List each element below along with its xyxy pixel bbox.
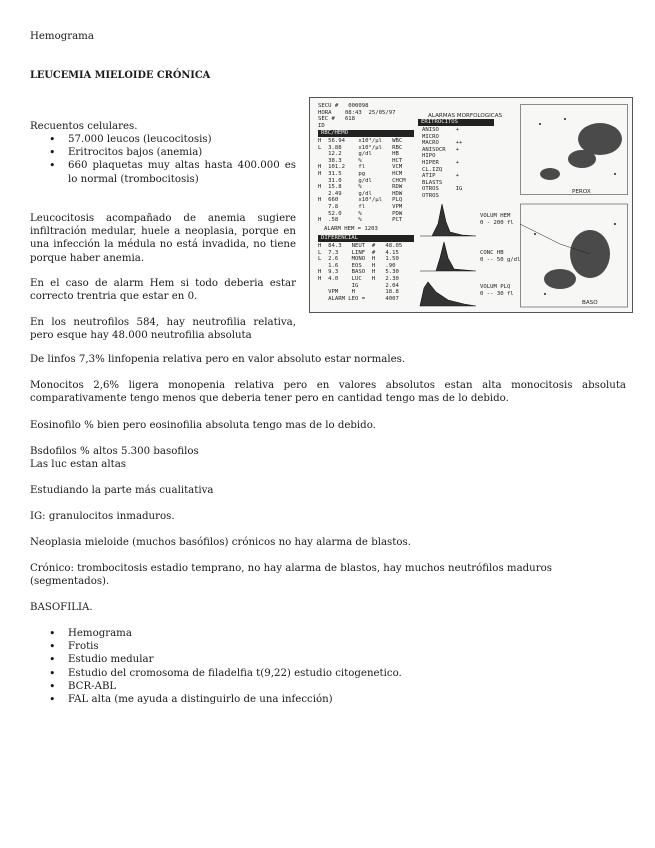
rbc-histogram	[418, 198, 478, 238]
recuentos-list	[30, 133, 296, 186]
page-header: Hemograma	[30, 31, 94, 42]
paragraph-linfos: De linfos 7,3% linfopenia relativa pero en valor absoluto estar normales.	[30, 354, 406, 365]
printout-rbc-band: RBC/HEMO	[318, 130, 414, 137]
histogram-conc-hb: CONC HB 0 -- 50 g/dl	[480, 250, 521, 263]
paragraph-monocitos: Monocitos 2,6% ligera monopenia relativa pero en valores absolutos estan alta monocitosis absoluta comparativamente tengo menos que deberia tener pero en cantidad tengo mas de lo debido.	[30, 380, 626, 405]
printout-alarms-title: ALARMAS MORFOLOGICAS	[428, 113, 503, 119]
list-item: • BCR-ABL	[30, 680, 626, 693]
printout-header: SECU # 000098 HORA 08:43 25/05/97 SEC # 618 ID	[318, 103, 396, 129]
basofilia-list	[30, 627, 626, 706]
basofilia-heading: BASOFILIA.	[30, 602, 93, 613]
analyzer-printout	[309, 97, 633, 313]
paragraph-alarm: En el caso de alarm Hem si todo deberia estar correcto trentria que estar en 0.	[30, 278, 296, 303]
list-item: • Frotis	[30, 640, 626, 653]
list-item: • Estudio medular	[30, 653, 626, 666]
printout-alarm-hem: ALARM HEM = 1203	[324, 226, 378, 232]
recuentos-heading: Recuentos celulares.	[30, 121, 138, 132]
page-title: LEUCEMIA MIELOIDE CRÓNICA	[30, 70, 211, 81]
paragraph-leucocitosis: Leucocitosis acompañado de anemia sugiere infiltración medular, huele a neoplasia, porque en una infección la médula no está invadida, no tiene porque haber anemia.	[30, 213, 296, 264]
printout-rbc-values: H 56.94 x10³/µl WBC L 3.88 x10⁶/µl RBC 12.2 g/dl HB 38.3 % HCT H 101.2 fl VCM H 31.5 pg HCM 31.0 g/dl CHCM H 15.8 % RDW 2.49 g/dl HDW H 660 x10³/µl PLQ 7.8 fl VPM 52.0 % PDW H .58 % PCT	[318, 138, 406, 224]
paragraph-luc: Las luc estan altas	[30, 459, 127, 470]
paragraph-neoplasia: Neoplasia mieloide (muchos basófilos) crónicos no hay alarma de blastos.	[30, 537, 411, 548]
list-item: • 57.000 leucos (leucocitosis)	[30, 133, 296, 146]
paragraph-cualitativa: Estudiando la parte más cualitativa	[30, 485, 214, 496]
paragraph-eosinofilo: Eosinofilo % bien pero eosinofilia absoluta tengo mas de lo debido.	[30, 420, 376, 431]
scattergram	[520, 104, 628, 308]
printout-morph-values: ANISO + MICRO MACRO ++ ANISOCR + HIPO HIPER + CL.IZQ ATIP + BLASTS OTROS IG OTROS	[422, 127, 463, 199]
paragraph-ig: IG: granulocitos inmaduros.	[30, 511, 175, 522]
plt-histogram	[418, 274, 478, 308]
list-item: • Hemograma	[30, 627, 626, 640]
label-baso: BASO	[582, 300, 598, 306]
printout-diff-band: DIFERENCIAL	[318, 235, 414, 242]
hb-histogram	[418, 238, 478, 273]
paragraph-basofilos: Bsdofilos % altos 5.300 basofilos	[30, 446, 199, 457]
label-perox: PEROX	[572, 189, 591, 195]
printout-diff-values: H 84.3 NEUT # 48.05 L 7.3 LINF # 4.15 L 2.6 MONO H 1.50 1.6 EOS H .90 H 9.3 BASO H 5.30 H 4.0 LUC H 2.30 IG 2.04 VPM H 18.8 ALARM LEO = 4007	[318, 243, 403, 302]
list-item: • 660 plaquetas muy altas hasta 400.000 es lo normal (trombocitosis)	[30, 159, 296, 185]
paragraph-cronico: Crónico: trombocitosis estadio temprano, no hay alarma de blastos, hay muchos neutrófilos maduros (segmentados).	[30, 563, 552, 588]
list-item: • Estudio del cromosoma de filadelfia t(9,22) estudio citogenetico.	[30, 667, 626, 680]
histogram-vol-hem: VOLUM HEM 0 - 200 fl	[480, 213, 514, 226]
histogram-vol-plq: VOLUM PLQ 0 -- 30 fl	[480, 284, 514, 297]
paragraph-neutrofilos: En los neutrofilos 584, hay neutrofilia relativa, pero esque hay 48.000 neutrofilia absoluta	[30, 317, 296, 342]
list-item: • FAL alta (me ayuda a distinguirlo de una infección)	[30, 693, 626, 706]
list-item: • Eritrocitos bajos (anemia)	[30, 146, 296, 159]
printout-morph-band: ERITROCITOS	[418, 119, 494, 126]
